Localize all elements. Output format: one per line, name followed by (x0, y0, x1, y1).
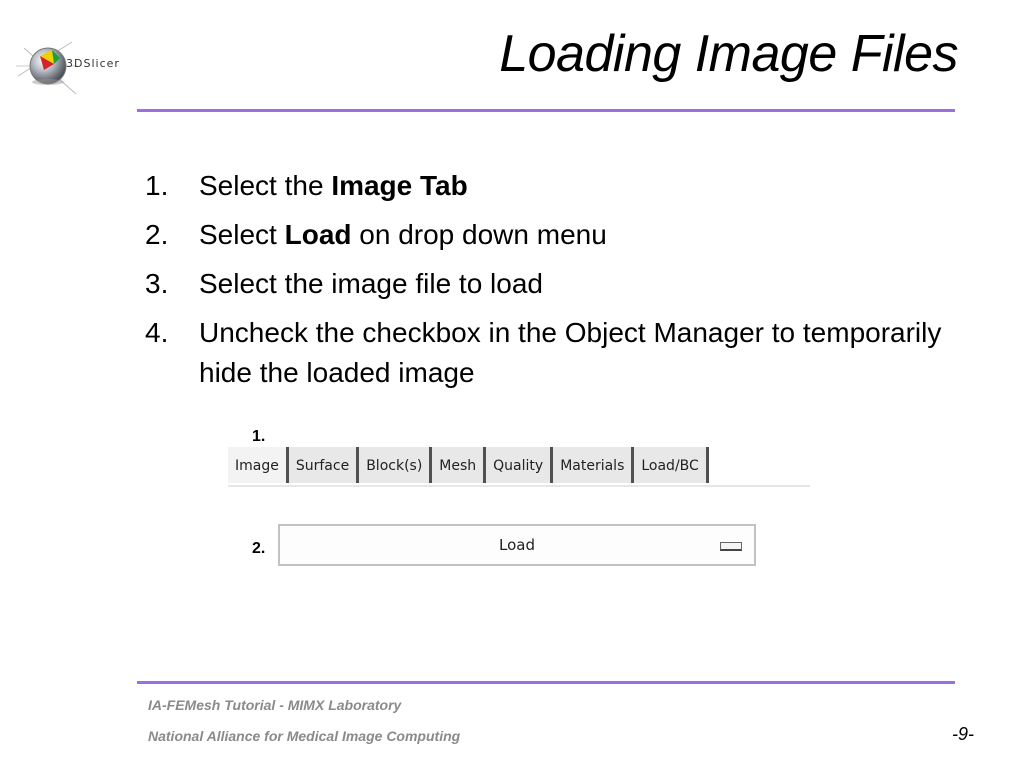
tab-blocks[interactable]: Block(s) (359, 447, 432, 483)
tab-bar (228, 447, 810, 487)
footer-line-2: National Alliance for Medical Image Computing (148, 728, 461, 744)
step-text: Select the (199, 170, 332, 201)
tab-materials[interactable]: Materials (553, 447, 634, 483)
tab-image[interactable]: Image (228, 447, 289, 483)
step-text-suffix: on drop down menu (351, 219, 607, 250)
footer-line-1: IA-FEMesh Tutorial - MIMX Laboratory (148, 697, 402, 713)
list-item (145, 313, 945, 393)
dropdown-value: Load (499, 536, 535, 554)
step-text: Select (199, 219, 285, 250)
step-number: 2. (145, 219, 169, 250)
dropdown-indicator-icon[interactable] (720, 542, 742, 551)
logo-text: 3DSlicer (66, 57, 120, 70)
step-emphasis: Image Tab (331, 170, 468, 201)
load-dropdown[interactable] (278, 524, 756, 566)
step-text: Uncheck the checkbox in the Object Manager to temporarily hide the loaded image (199, 317, 942, 388)
slide-title: Loading Image Files (499, 25, 958, 83)
footer-divider (137, 681, 955, 684)
step-number: 4. (145, 317, 169, 348)
figure-label-1: 1. (252, 428, 266, 445)
tab-load-bc[interactable]: Load/BC (634, 447, 708, 483)
list-item (145, 166, 945, 206)
step-number: 1. (145, 170, 169, 201)
figure-label-2: 2. (252, 540, 266, 557)
title-divider (137, 109, 955, 112)
step-text: Select the image file to load (199, 268, 543, 299)
step-emphasis: Load (284, 219, 352, 250)
tab-mesh[interactable]: Mesh (432, 447, 486, 483)
3dslicer-logo (14, 36, 144, 104)
steps-list (145, 166, 945, 402)
tab-surface[interactable]: Surface (289, 447, 359, 483)
list-item (145, 215, 945, 255)
list-item (145, 264, 945, 304)
page-number: -9- (952, 724, 974, 744)
step-number: 3. (145, 268, 169, 299)
tab-quality[interactable]: Quality (486, 447, 553, 483)
